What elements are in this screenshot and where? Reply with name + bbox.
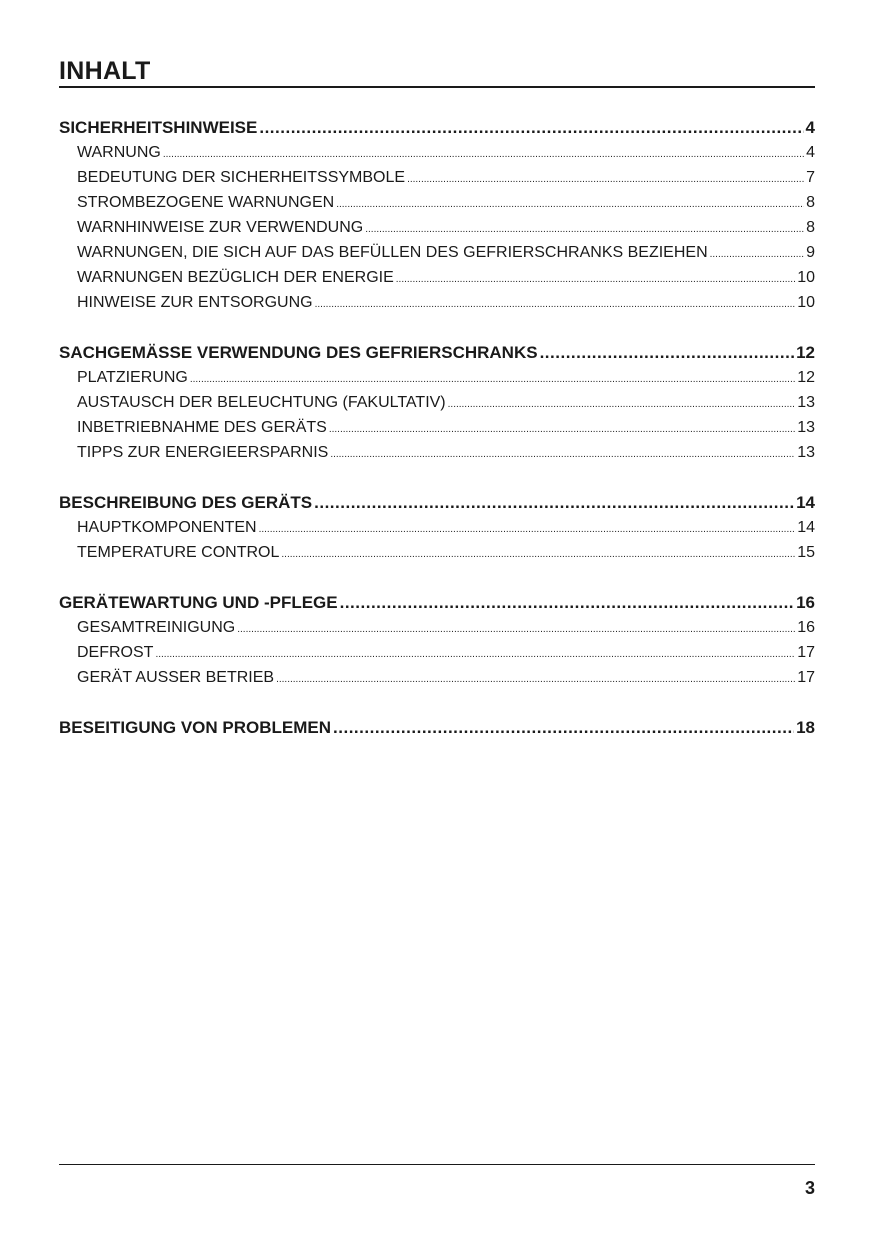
toc-entry-label: SACHGEMÄSSE VERWENDUNG DES GEFRIERSCHRANKS xyxy=(59,343,538,362)
table-of-contents xyxy=(59,115,815,765)
toc-entry-page: 14 xyxy=(796,493,815,512)
toc-entry-label: DEFROST xyxy=(77,644,154,661)
toc-subentry[interactable] xyxy=(59,165,815,190)
toc-entry-page: 14 xyxy=(797,519,815,536)
dot-leader xyxy=(407,167,804,192)
toc-entry-label: SICHERHEITSHINWEISE xyxy=(59,118,258,137)
toc-entry-label: HINWEISE ZUR ENTSORGUNG xyxy=(77,294,313,311)
toc-entry-page: 10 xyxy=(797,294,815,311)
dot-leader xyxy=(710,242,804,267)
dot-leader xyxy=(314,490,794,515)
toc-section xyxy=(59,490,815,565)
toc-subentry[interactable] xyxy=(59,390,815,415)
toc-section xyxy=(59,115,815,315)
toc-entry-page: 8 xyxy=(806,194,815,211)
toc-section-heading[interactable] xyxy=(59,115,815,140)
toc-entry-page: 4 xyxy=(805,118,815,137)
toc-entry-label: HAUPTKOMPONENTEN xyxy=(77,519,257,536)
toc-entry-label: BEDEUTUNG DER SICHERHEITSSYMBOLE xyxy=(77,169,406,186)
toc-entry-page: 7 xyxy=(806,169,815,186)
dot-leader xyxy=(448,392,796,417)
dot-leader xyxy=(540,340,795,365)
toc-subentry[interactable] xyxy=(59,540,815,565)
dot-leader xyxy=(259,517,796,542)
toc-entry-page: 4 xyxy=(806,144,815,161)
dot-leader xyxy=(237,617,795,642)
dot-leader xyxy=(190,367,795,392)
toc-section xyxy=(59,340,815,465)
toc-entry-label: WARNUNGEN, DIE SICH AUF DAS BEFÜLLEN DES GEFRIERSCHRANKS BEZIEHEN xyxy=(77,244,708,261)
toc-entry-label: WARNHINWEISE ZUR VERWENDUNG xyxy=(77,219,364,236)
toc-subentry[interactable] xyxy=(59,515,815,540)
dot-leader xyxy=(276,667,795,692)
dot-leader xyxy=(155,642,795,667)
toc-entry-label: GERÄTEWARTUNG UND -PFLEGE xyxy=(59,593,338,612)
toc-subentry[interactable] xyxy=(59,665,815,690)
toc-entry-page: 13 xyxy=(797,394,815,411)
dot-leader xyxy=(281,542,795,567)
footer-divider xyxy=(59,1164,815,1165)
toc-subentry[interactable] xyxy=(59,615,815,640)
toc-entry-page: 17 xyxy=(797,644,815,661)
toc-section-heading[interactable] xyxy=(59,715,815,740)
toc-entry-page: 10 xyxy=(797,269,815,286)
toc-subentry[interactable] xyxy=(59,215,815,240)
toc-entry-label: TEMPERATURE CONTROL xyxy=(77,544,280,561)
dot-leader xyxy=(315,292,796,317)
toc-entry-label: INBETRIEBNAHME DES GERÄTS xyxy=(77,419,327,436)
toc-entry-label: GERÄT AUSSER BETRIEB xyxy=(77,669,275,686)
toc-subentry[interactable] xyxy=(59,265,815,290)
toc-subentry[interactable] xyxy=(59,365,815,390)
toc-subentry[interactable] xyxy=(59,415,815,440)
toc-entry-page: 16 xyxy=(797,619,815,636)
toc-entry-page: 13 xyxy=(797,444,815,461)
toc-subentry[interactable] xyxy=(59,240,815,265)
page-title: INHALT xyxy=(59,57,151,85)
dot-leader xyxy=(329,417,795,442)
dot-leader xyxy=(340,590,794,615)
toc-subentry[interactable] xyxy=(59,140,815,165)
toc-entry-page: 15 xyxy=(797,544,815,561)
toc-entry-label: BESEITIGUNG VON PROBLEMEN xyxy=(59,718,332,737)
dot-leader xyxy=(163,142,804,167)
toc-entry-page: 17 xyxy=(797,669,815,686)
dot-leader xyxy=(365,217,804,242)
title-divider xyxy=(59,86,815,88)
toc-entry-page: 13 xyxy=(797,419,815,436)
dot-leader xyxy=(336,192,804,217)
dot-leader xyxy=(396,267,795,292)
toc-entry-label: AUSTAUSCH DER BELEUCHTUNG (FAKULTATIV) xyxy=(77,394,446,411)
toc-subentry[interactable] xyxy=(59,640,815,665)
toc-entry-page: 12 xyxy=(797,369,815,386)
toc-entry-page: 9 xyxy=(806,244,815,261)
toc-section xyxy=(59,715,815,740)
toc-entry-label: PLATZIERUNG xyxy=(77,369,188,386)
toc-entry-page: 12 xyxy=(796,343,815,362)
toc-entry-label: WARNUNG xyxy=(77,144,161,161)
toc-entry-label: STROMBEZOGENE WARNUNGEN xyxy=(77,194,335,211)
dot-leader xyxy=(259,115,803,140)
toc-entry-page: 18 xyxy=(796,718,815,737)
toc-section-heading[interactable] xyxy=(59,340,815,365)
toc-entry-label: GESAMTREINIGUNG xyxy=(77,619,236,636)
toc-entry-label: BESCHREIBUNG DES GERÄTS xyxy=(59,493,313,512)
page-number: 3 xyxy=(804,1178,815,1198)
toc-subentry[interactable] xyxy=(59,440,815,465)
toc-section-heading[interactable] xyxy=(59,590,815,615)
toc-entry-label: WARNUNGEN BEZÜGLICH DER ENERGIE xyxy=(77,269,394,286)
toc-entry-page: 8 xyxy=(806,219,815,236)
toc-section-heading[interactable] xyxy=(59,490,815,515)
toc-section xyxy=(59,590,815,690)
dot-leader xyxy=(333,715,794,740)
toc-entry-label: TIPPS ZUR ENERGIEERSPARNIS xyxy=(77,444,329,461)
toc-subentry[interactable] xyxy=(59,290,815,315)
toc-entry-page: 16 xyxy=(796,593,815,612)
toc-subentry[interactable] xyxy=(59,190,815,215)
dot-leader xyxy=(330,442,795,467)
